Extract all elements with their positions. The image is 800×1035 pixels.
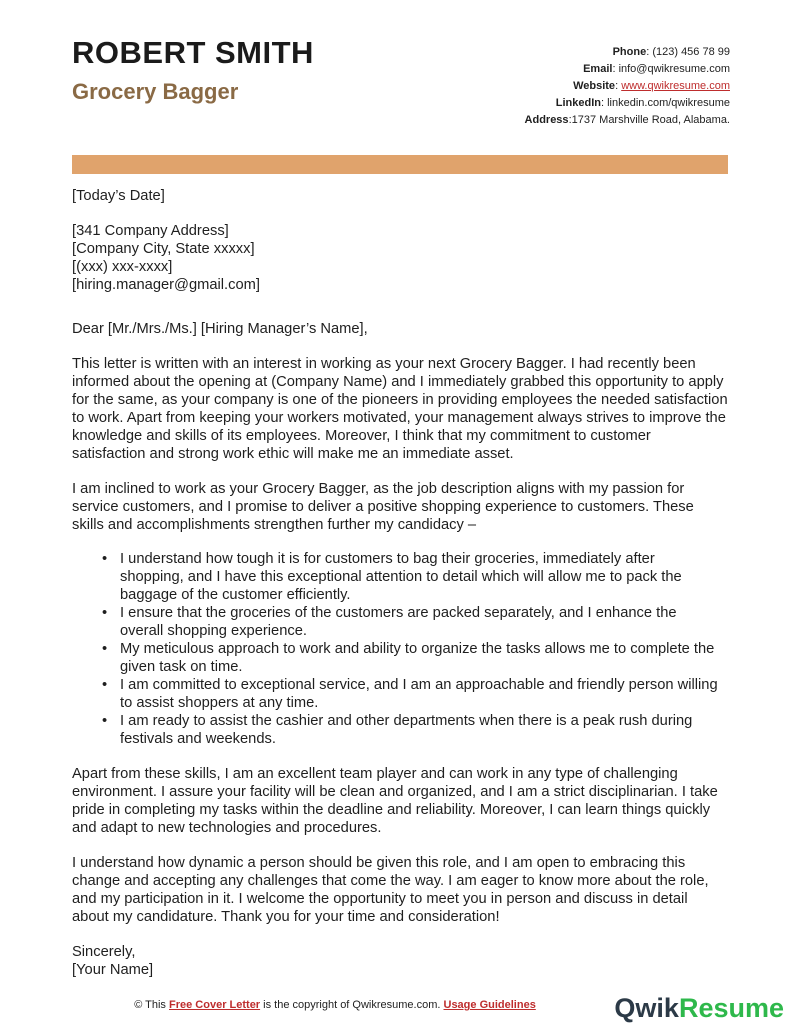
footer-copyright: © This Free Cover Letter is the copyright of Qwikresume.com. Usage Guidelines — [134, 999, 536, 1011]
recipient-address-block — [72, 222, 728, 294]
bullet-item: • I understand how tough it is for customers to bag their groceries, immediately after shopping, and I have this exceptional attention to detail which will allow me to pack the baggage of the customer efficiently. — [120, 550, 728, 604]
body-paragraph-4: I understand how dynamic a person should be given this role, and I am open to embracing this change and accepting any challenges that come the way. I am eager to know more about the role, and my participation in it. I welcome the opportunity to meet you in person and discuss in detail about my candidature. Thank you for your time and consideration! — [72, 855, 709, 925]
bullet-item: • I am ready to assist the cashier and other departments when there is a peak rush during festivals and weekends. — [120, 712, 728, 748]
contact-info-block — [525, 36, 730, 129]
closing-salutation: Sincerely, — [72, 944, 136, 960]
accent-divider-bar — [72, 155, 728, 174]
qwikresume-logo — [614, 995, 784, 1022]
logo-resume-text: Resume — [678, 993, 784, 1023]
address-value: 1737 Marshville Road, Alabama. — [571, 114, 730, 126]
letter-body — [0, 187, 800, 979]
body-paragraph-2: I am inclined to work as your Grocery Bagger, as the job description aligns with my passion for service customers, and I promise to deliver a positive shopping experience to customers. These skills and accomplishments strengthen further my candidacy – — [72, 481, 694, 533]
usage-guidelines-link[interactable]: Usage Guidelines — [443, 999, 536, 1011]
body-paragraph-1: This letter is written with an interest in working as your next Grocery Bagger. I had recently been informed about the opening at (Company Name) and I immediately grabbed this opportunity to apply for the same, as your company is one of the pioneers in providing employees the needed satisfaction to work. Apart from keeping your workers motivated, your management always strives to improve the knowledge and skills of its employees. Moreover, I think that my commitment to customer satisfaction and strong work ethic will make me an immediate asset. — [72, 356, 728, 462]
email-value: info@qwikresume.com — [618, 63, 730, 75]
body-paragraph-3: Apart from these skills, I am an excellent team player and can work in any type of challenging environment. I assure your facility will be clean and organized, and I am a strict disciplinarian. I take pride in completing my tasks within the deadline and reliability. Moreover, I can learn things quickly and adapt to new technologies and procedures. — [72, 766, 718, 836]
closing-block — [72, 943, 728, 979]
recipient-line: [Company City, State xxxxx] — [72, 241, 255, 257]
date-placeholder: [Today’s Date] — [72, 188, 165, 204]
contact-linkedin: LinkedIn: linkedin.com/qwikresume — [555, 97, 730, 109]
signature-placeholder: [Your Name] — [72, 962, 154, 978]
phone-value: (123) 456 78 99 — [652, 46, 730, 58]
contact-address: Address:1737 Marshville Road, Alabama. — [524, 114, 730, 126]
skills-bullet-list — [72, 550, 728, 748]
recipient-line: [(xxx) xxx-xxxx] — [72, 259, 173, 275]
website-link[interactable]: www.qwikresume.com — [621, 80, 730, 92]
identity-block — [72, 36, 314, 104]
linkedin-value: linkedin.com/qwikresume — [607, 97, 730, 109]
recipient-line: [hiring.manager@gmail.com] — [72, 277, 260, 293]
contact-website: Website: www.qwikresume.com — [573, 80, 730, 92]
logo-qwik-text: Qwik — [614, 993, 679, 1023]
letter-header — [0, 0, 800, 129]
bullet-item: • I am committed to exceptional service, and I am an approachable and friendly person willing to assist shoppers at any time. — [120, 676, 728, 712]
bullet-item: • I ensure that the groceries of the customers are packed separately, and I enhance the overall shopping experience. — [120, 604, 728, 640]
bullet-item: • My meticulous approach to work and ability to organize the tasks allows me to complete the given task on time. — [120, 640, 728, 676]
recipient-line: [341 Company Address] — [72, 223, 229, 239]
person-name: ROBERT SMITH — [72, 35, 314, 70]
salutation: Dear [Mr./Mrs./Ms.] [Hiring Manager’s Name], — [72, 321, 368, 337]
contact-phone: Phone: (123) 456 78 99 — [612, 46, 730, 58]
contact-email: Email: info@qwikresume.com — [583, 63, 730, 75]
free-cover-letter-link[interactable]: Free Cover Letter — [169, 999, 261, 1011]
job-title: Grocery Bagger — [72, 79, 239, 105]
